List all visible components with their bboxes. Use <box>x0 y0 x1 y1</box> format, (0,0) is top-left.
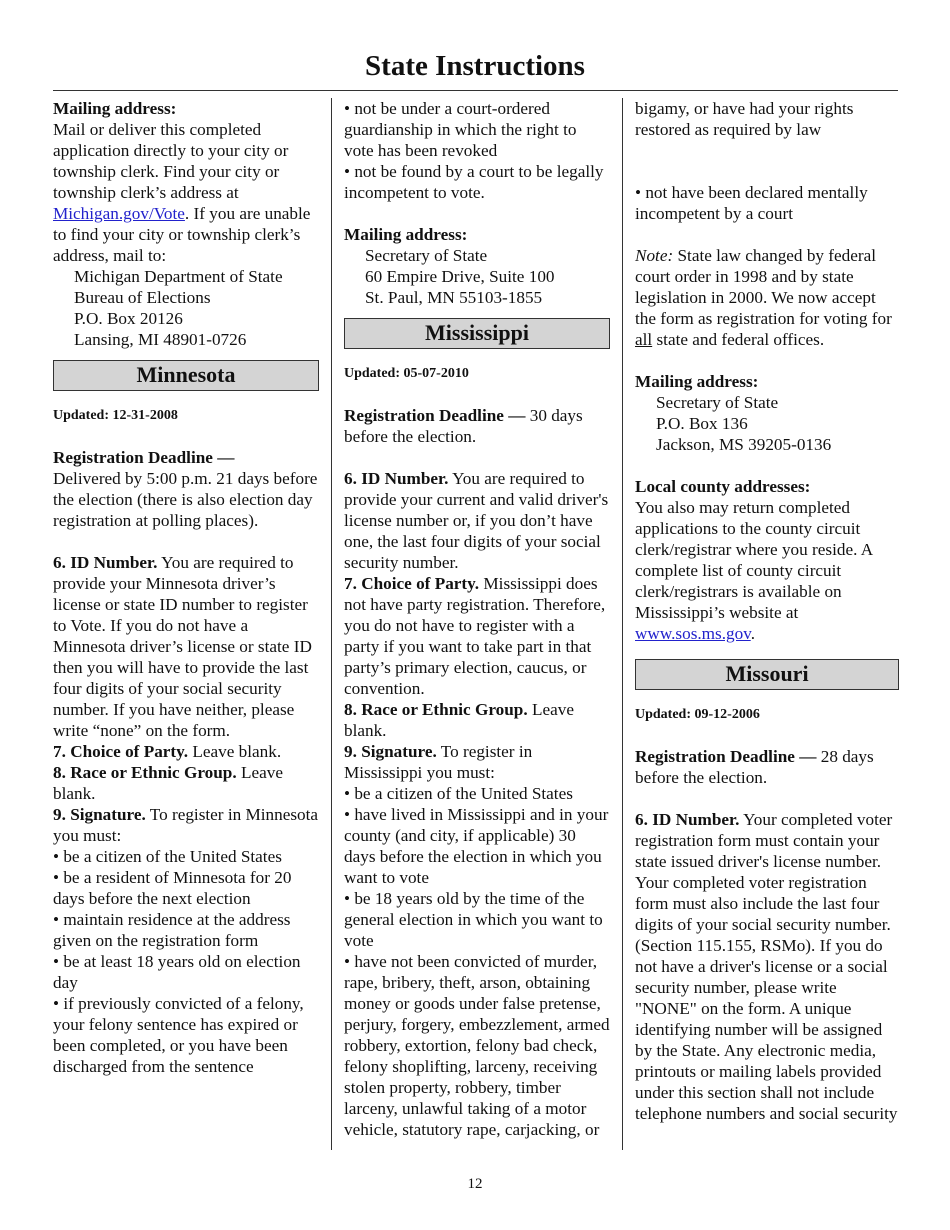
signature-text: To register in Mississippi you must: <box>344 742 533 782</box>
minnesota-signature <box>53 804 319 846</box>
id-label: 6. ID Number. <box>344 469 449 488</box>
local-end: . <box>750 624 756 643</box>
minnesota-deadline <box>53 447 319 531</box>
signature-text: To register in Minnesota you must: <box>53 805 319 845</box>
mississippi-address <box>635 392 899 455</box>
mississippi-local-text <box>635 497 899 644</box>
requirement-item: • not have been declared mentally incompetent by a court <box>635 183 868 223</box>
requirement-item: • not be found by a court to be legally incompetent to vote. <box>344 162 604 202</box>
deadline-text: Delivered by 5:00 p.m. 21 days before the election (there is also election day registration at polling places). <box>53 469 318 530</box>
state-heading-minnesota: Minnesota <box>53 360 319 391</box>
michigan-mailing-text <box>53 119 319 266</box>
requirement-item: • be a citizen of the United States <box>344 784 573 803</box>
party-label: 7. Choice of Party. <box>53 742 189 761</box>
mississippi-updated: Updated: 05-07-2010 <box>344 366 469 381</box>
minnesota-updated: Updated: 12-31-2008 <box>53 408 178 423</box>
note-text-2: state and federal offices. <box>656 330 825 349</box>
michigan-address <box>53 266 319 350</box>
race-text: Leave blank. <box>344 700 574 740</box>
address-line: P.O. Box 20126 <box>74 309 183 328</box>
requirement-item: • maintain residence at the address given on the registration form <box>53 910 291 950</box>
state-heading-mississippi: Mississippi <box>344 318 610 349</box>
michigan-mailing-heading: Mailing address: <box>53 99 177 118</box>
id-text: You are required to provide your current and valid driver's license number or, if you don’t have one, the last four digits of your social security number. <box>344 469 609 572</box>
note-text-1: State law changed by federal court order in 1998 and by state legislation in 2000. We now accept the form as registration for voting for <box>635 246 892 328</box>
mississippi-deadline <box>344 405 610 447</box>
race-label: 8. Race or Ethnic Group. <box>344 700 528 719</box>
address-line: Michigan Department of State <box>74 267 283 286</box>
mississippi-party <box>344 573 610 699</box>
requirement-item: bigamy, or have had your rights restored as required by law <box>635 99 854 139</box>
address-line: Jackson, MS 39205-0136 <box>656 435 832 454</box>
requirement-item: • have lived in Mississippi and in your county (and city, if applicable) 30 days before the election in which you want to vote <box>344 805 609 887</box>
column-3 <box>635 98 899 1124</box>
state-heading-missouri: Missouri <box>635 659 899 690</box>
address-line: 60 Empire Drive, Suite 100 <box>365 267 555 286</box>
minnesota-race <box>53 762 319 804</box>
id-label: 6. ID Number. <box>635 810 740 829</box>
missouri-id-number <box>635 809 899 1124</box>
minnesota-id-number <box>53 552 319 741</box>
address-line: St. Paul, MN 55103-1855 <box>365 288 543 307</box>
requirement-item: • have not been convicted of murder, rape, bribery, theft, arson, obtaining money or goods under false pretense, perjury, forgery, embezzlement, armed robbery, extortion, felony bad check, felony shoplifting, larceny, receiving stolen property, robbery, timber larceny, unlawful taking of a motor vehicle, statutory rape, carjacking, or <box>344 952 610 1139</box>
id-text: You are required to provide your Minnesota driver’s license or state ID number to register to Vote. If you do not have a Minnesota driver’s license or state ID then you will have to provide the last four digits of your social security number. If you have neither, please write “none” on the form. <box>53 553 312 740</box>
address-line: P.O. Box 136 <box>656 414 748 433</box>
michigan-mailing-text-2: . If you are unable to find your city or township clerk’s address, mail to: <box>53 204 311 265</box>
page-title: State Instructions <box>365 50 585 82</box>
page-number: 12 <box>467 1176 483 1192</box>
signature-label: 9. Signature. <box>53 805 146 824</box>
minnesota-mailing-heading: Mailing address: <box>344 225 468 244</box>
michigan-mailing-text-1: Mail or deliver this completed application directly to your city or township clerk. Find your city or township clerk’s address at <box>53 120 289 202</box>
note-label: Note: <box>635 246 674 265</box>
address-line: Bureau of Elections <box>74 288 211 307</box>
deadline-label: Registration Deadline — <box>344 406 526 425</box>
requirement-item: • be at least 18 years old on election day <box>53 952 301 992</box>
party-label: 7. Choice of Party. <box>344 574 480 593</box>
requirement-item: • be a resident of Minnesota for 20 days before the next election <box>53 868 292 908</box>
race-text: Leave blank. <box>53 763 283 803</box>
missouri-updated: Updated: 09-12-2006 <box>635 707 760 722</box>
mississippi-id-number <box>344 468 610 573</box>
deadline-text: 30 days before the election. <box>344 406 583 446</box>
column-1 <box>53 98 319 1077</box>
michigan-vote-link[interactable]: Michigan.gov/Vote <box>53 204 185 223</box>
party-text: Leave blank. <box>192 742 282 761</box>
minnesota-party <box>53 741 319 762</box>
note-underlined: all <box>635 330 653 349</box>
requirement-item-continued <box>635 98 899 182</box>
mississippi-mailing-heading: Mailing address: <box>635 372 759 391</box>
minnesota-address <box>344 245 610 308</box>
mississippi-race <box>344 699 610 741</box>
requirement-item: • if previously convicted of a felony, your felony sentence has expired or been completed, or you have been discharged from the sentence <box>53 994 304 1076</box>
signature-label: 9. Signature. <box>344 742 437 761</box>
mississippi-local-heading: Local county addresses: <box>635 477 811 496</box>
deadline-label: Registration Deadline — <box>635 747 817 766</box>
deadline-label: Registration Deadline — <box>53 448 235 467</box>
requirement-item: • be a citizen of the United States <box>53 847 282 866</box>
mississippi-note <box>635 245 899 350</box>
address-line: Secretary of State <box>365 246 488 265</box>
missouri-deadline <box>635 746 899 788</box>
id-label: 6. ID Number. <box>53 553 158 572</box>
sos-ms-link[interactable]: www.sos.ms.gov <box>635 624 751 643</box>
id-text: Your completed voter registration form must contain your state issued driver's license number. Your completed voter registration form must also include the last four digits of your social security number. (Section 115.155, RSMo). If you do not have a driver's license or a social security number, please write "NONE" on the form. A unique identifying number will be assigned by the State. Any electronic media, printouts or mailing labels provided under this section shall not include telephone numbers and social security <box>635 810 898 1123</box>
column-2 <box>344 98 610 1140</box>
party-text: Mississippi does not have party registration. Therefore, you do not have to register with a party if you want to take part in that party’s primary election, caucus, or convention. <box>344 574 606 698</box>
requirement-item: • not be under a court-ordered guardianship in which the right to vote has been revoked <box>344 99 577 160</box>
address-line: Secretary of State <box>656 393 779 412</box>
column-divider-1 <box>331 98 332 1150</box>
race-label: 8. Race or Ethnic Group. <box>53 763 237 782</box>
column-divider-2 <box>622 98 623 1150</box>
local-text: You also may return completed applications to the county circuit clerk/registrar where you reside. A complete list of county circuit clerk/registrars is available on Mississippi’s website at <box>635 498 873 622</box>
requirement-item: • be 18 years old by the time of the general election in which you want to vote <box>344 889 603 950</box>
title-divider <box>53 90 898 91</box>
address-line: Lansing, MI 48901-0726 <box>74 330 247 349</box>
deadline-text: 28 days before the election. <box>635 747 874 787</box>
mississippi-signature <box>344 741 610 783</box>
